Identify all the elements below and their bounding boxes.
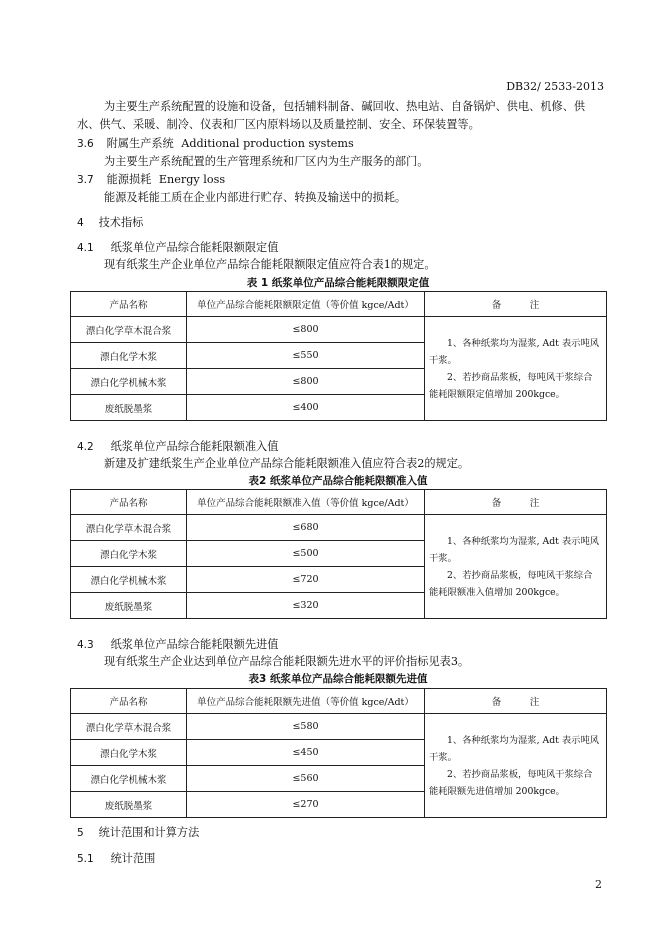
- remark-1: 1、各种纸浆均为湿浆, Adt 表示吨风干浆。: [429, 535, 600, 564]
- table-row: [71, 515, 607, 541]
- table-3: [70, 688, 607, 818]
- section-title-en: Energy loss: [158, 173, 226, 186]
- section-3-6-heading: [77, 136, 354, 152]
- header-remarks: 备 注: [425, 689, 607, 714]
- limit-value: ≤800: [187, 317, 425, 343]
- section-5-1-heading: [77, 851, 155, 867]
- section-number: 4.1: [77, 242, 94, 254]
- limit-value: ≤550: [187, 343, 425, 369]
- header-product-name: 产品名称: [71, 490, 187, 515]
- remarks-cell: [425, 317, 607, 421]
- limit-value: ≤320: [187, 593, 425, 619]
- header-product-name: 产品名称: [71, 689, 187, 714]
- section-title: 纸浆单位产品综合能耗限额先进值: [110, 638, 279, 651]
- section-title: 纸浆单位产品综合能耗限额限定值: [110, 241, 279, 254]
- section-number: 3.6: [77, 138, 94, 150]
- limit-value: ≤400: [187, 395, 425, 421]
- section-3-7-text: 能源及耗能工质在企业内部进行贮存、转换及输送中的损耗。: [104, 191, 407, 204]
- limit-value: ≤580: [187, 714, 425, 740]
- remarks-cell: [425, 515, 607, 619]
- header-remarks: 备 注: [425, 490, 607, 515]
- header-energy-limit: 单位产品综合能耗限额限定值（等价值 kgce/Adt）: [187, 292, 425, 317]
- section-number: 4.2: [77, 441, 94, 453]
- limit-value: ≤720: [187, 567, 425, 593]
- section-4-2-text: 新建及扩建纸浆生产企业单位产品综合能耗限额准入值应符合表2的规定。: [104, 457, 470, 470]
- section-title: 纸浆单位产品综合能耗限额准入值: [110, 440, 279, 453]
- limit-value: ≤500: [187, 541, 425, 567]
- section-title: 统计范围: [110, 852, 156, 865]
- section-4-3-heading: [77, 637, 278, 653]
- section-4-2-heading: [77, 439, 278, 455]
- limit-value: ≤560: [187, 766, 425, 792]
- section-number: 4.3: [77, 639, 94, 651]
- section-title-en: Additional production systems: [181, 137, 354, 150]
- remark-1: 1、各种纸浆均为湿浆, Adt 表示吨风干浆。: [429, 337, 600, 366]
- product-name: 漂白化学草木混合浆: [71, 515, 187, 541]
- section-number: 5.1: [77, 853, 94, 865]
- section-number: 3.7: [77, 174, 94, 186]
- remark-2: 2、若抄商品浆板，每吨风干浆综合能耗限额限定值增加 200kgce。: [429, 371, 593, 400]
- product-name: 漂白化学木浆: [71, 740, 187, 766]
- remark-2: 2、若抄商品浆板，每吨风干浆综合能耗限额准入值增加 200kgce。: [429, 569, 593, 598]
- page-number: 2: [595, 878, 602, 891]
- product-name: 漂白化学机械木浆: [71, 369, 187, 395]
- table-row: [71, 714, 607, 740]
- section-3-6-text: 为主要生产系统配置的生产管理系统和厂区内为生产服务的部门。: [104, 155, 429, 168]
- section-4-1-text: 现有纸浆生产企业单位产品综合能耗限额限定值应符合表1的规定。: [104, 258, 436, 271]
- product-name: 漂白化学机械木浆: [71, 567, 187, 593]
- table-row: [71, 317, 607, 343]
- table-2-caption: 表2 纸浆单位产品综合能耗限额准入值: [248, 475, 428, 487]
- section-title: 附属生产系统: [106, 137, 174, 150]
- table-1: [70, 291, 607, 421]
- header-energy-limit: 单位产品综合能耗限额准入值（等价值 kgce/Adt）: [187, 490, 425, 515]
- remark-2: 2、若抄商品浆板，每吨风干浆综合能耗限额先进值增加 200kgce。: [429, 768, 593, 797]
- section-4-3-text: 现有纸浆生产企业达到单位产品综合能耗限额先进水平的评价指标见表3。: [104, 655, 470, 668]
- table-3-caption: 表3 纸浆单位产品综合能耗限额先进值: [248, 673, 428, 685]
- table-2: [70, 489, 607, 619]
- header-energy-limit: 单位产品综合能耗限额先进值（等价值 kgce/Adt）: [187, 689, 425, 714]
- limit-value: ≤680: [187, 515, 425, 541]
- product-name: 漂白化学木浆: [71, 343, 187, 369]
- section-4-heading: [77, 215, 143, 231]
- section-title: 统计范围和计算方法: [98, 826, 200, 839]
- section-3-7-heading: [77, 172, 225, 188]
- product-name: 漂白化学草木混合浆: [71, 317, 187, 343]
- section-5-heading: [77, 825, 199, 841]
- section-number: 5: [77, 827, 84, 839]
- limit-value: ≤450: [187, 740, 425, 766]
- header-product-name: 产品名称: [71, 292, 187, 317]
- product-name: 漂白化学机械木浆: [71, 766, 187, 792]
- product-name: 废纸脱墨浆: [71, 593, 187, 619]
- section-title: 能源损耗: [106, 173, 152, 186]
- section-4-1-heading: [77, 240, 278, 256]
- intro-line-2: 水、供气、采暖、制冷、仪表和厂区内原料场以及质量控制、安全、环保装置等。: [77, 118, 480, 131]
- remarks-cell: [425, 714, 607, 818]
- product-name: 废纸脱墨浆: [71, 792, 187, 818]
- table-1-caption: 表 1 纸浆单位产品综合能耗限额限定值: [246, 277, 430, 289]
- section-title: 技术指标: [98, 216, 144, 229]
- header-remarks: 备 注: [425, 292, 607, 317]
- limit-value: ≤270: [187, 792, 425, 818]
- intro-line-1: 为主要生产系统配置的设施和设备，包括辅料制备、碱回收、热电站、自备锅炉、供电、机修、供: [104, 100, 586, 113]
- section-number: 4: [77, 217, 84, 229]
- product-name: 漂白化学木浆: [71, 541, 187, 567]
- standard-code: DB32/ 2533-2013: [506, 80, 604, 93]
- product-name: 废纸脱墨浆: [71, 395, 187, 421]
- remark-1: 1、各种纸浆均为湿浆, Adt 表示吨风干浆。: [429, 734, 600, 763]
- limit-value: ≤800: [187, 369, 425, 395]
- product-name: 漂白化学草木混合浆: [71, 714, 187, 740]
